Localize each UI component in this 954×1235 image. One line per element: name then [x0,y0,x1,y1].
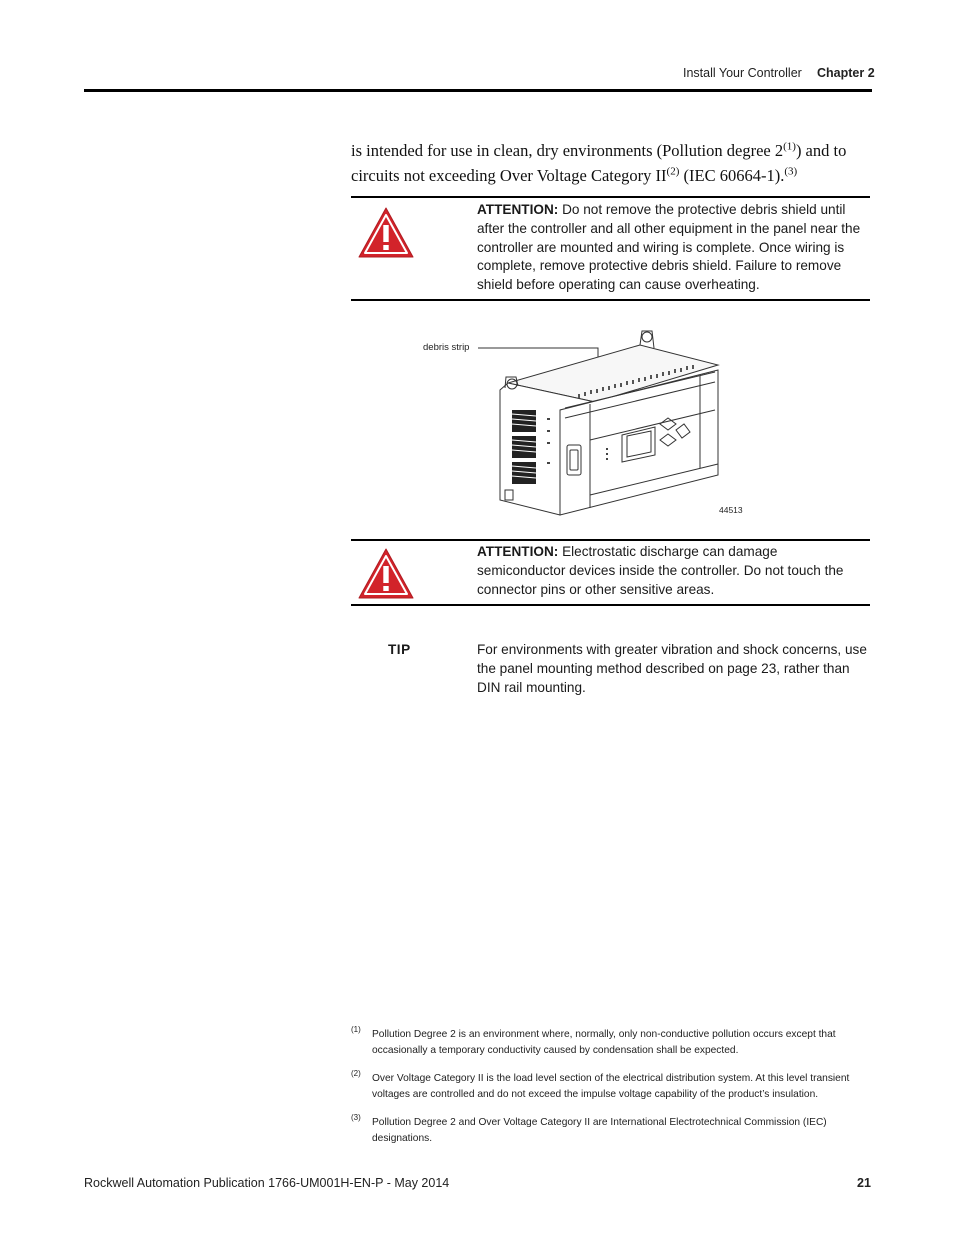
footnote-1 [351,1027,871,1059]
intro-text-part1: is intended for use in clean, dry environments (Pollution degree 2 [351,141,784,160]
footnote-text: Over Voltage Category II is the load level section of the electrical distribution system. At this level transient voltages are controlled and do not exceed the impulse voltage capability of the product’s insulation. [372,1073,850,1100]
controller-illustration [470,325,730,525]
footnote-2 [351,1071,871,1103]
footer-publication: Rockwell Automation Publication 1766-UM001H-EN-P - May 2014 [84,1176,450,1190]
page-number: 21 [857,1176,871,1190]
tip-label: TIP [388,642,411,657]
warning-triangle-icon [356,546,416,602]
figure-callout-debris-strip: debris strip [423,342,470,353]
running-header-section: Install Your Controller [683,66,802,80]
footnote-ref-2[interactable]: (2) [666,165,680,178]
attention1-top-rule [351,196,870,198]
footnote-ref-1[interactable]: (1) [783,140,796,153]
running-header-chapter: Chapter 2 [817,66,875,80]
tip-text: For environments with greater vibration and shock concerns, use the panel mounting method described on page 23, rather than DIN rail mounting. [477,642,867,695]
footnote-marker: (1) [351,1025,361,1034]
attention2-top-rule [351,539,870,541]
header-rule [84,89,872,92]
intro-paragraph [351,138,871,188]
footnote-marker: (2) [351,1069,361,1078]
footnote-ref-3[interactable]: (3) [784,165,798,178]
intro-text-part3: (IEC 60664-1). [679,166,785,185]
footnote-3 [351,1115,871,1147]
attention1-body: Do not remove the protective debris shield until after the controller and all other equipment in the panel near the controller are mounted and wiring is complete. Once wiring is complete, remove protective debris shield. Failure to remove shield before operating can cause overheating. [477,202,861,293]
attention1-label: ATTENTION: [477,202,559,217]
attention2-bottom-rule [351,604,870,606]
attention1-bottom-rule [351,299,870,301]
attention2-body: Electrostatic discharge can damage semiconductor devices inside the controller. Do not touch the connector pins or other sensitive areas. [477,544,844,597]
intro-text-part2: ) and to circuits not exceeding Over Voltage Category II [351,141,847,185]
warning-triangle-icon [356,205,416,261]
footnote-marker: (3) [351,1113,361,1122]
attention1-text [477,201,862,295]
attention2-label: ATTENTION: [477,544,559,559]
figure-number: 44513 [719,505,743,515]
attention2-text [477,543,862,599]
footnote-text: Pollution Degree 2 is an environment where, normally, only non-conductive pollution occurs except that occasionally a temporary conductivity caused by condensation shall be expected. [372,1029,836,1056]
footnote-text: Pollution Degree 2 and Over Voltage Category II are International Electrotechnical Commission (IEC) designations. [372,1117,827,1144]
